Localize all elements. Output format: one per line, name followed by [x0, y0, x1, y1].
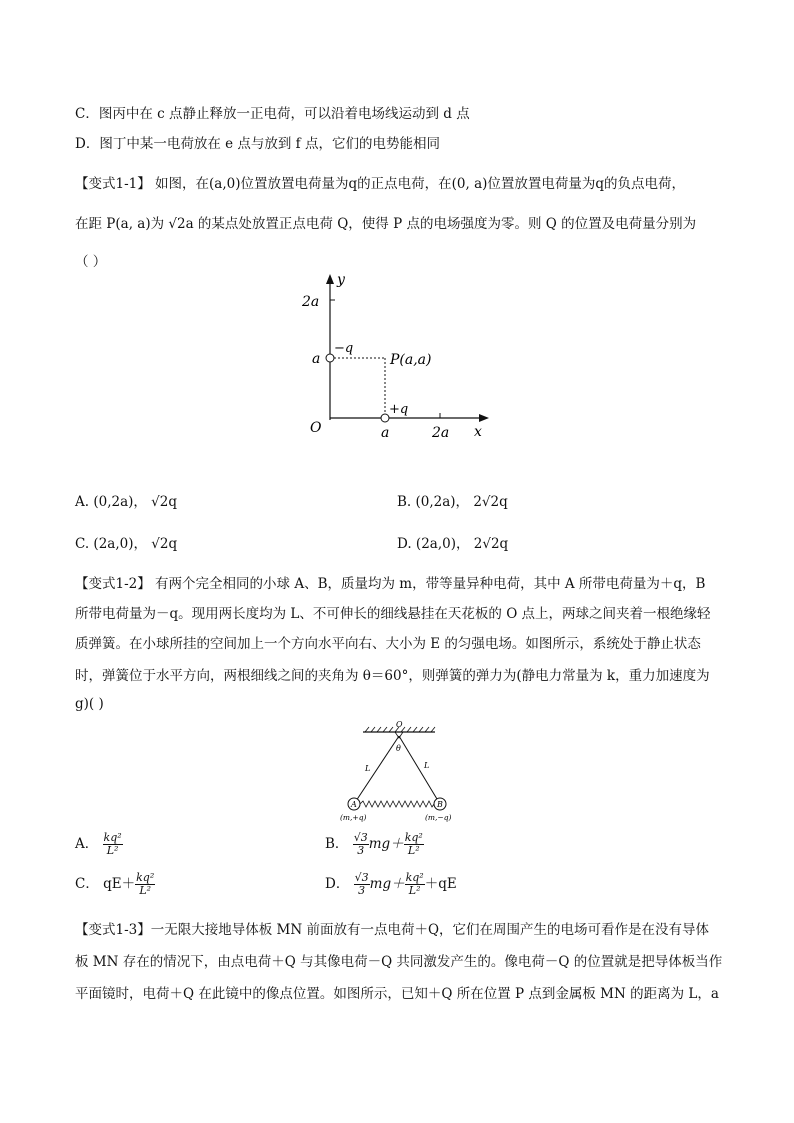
spring-zigzag	[360, 801, 434, 807]
x-axis-label: x	[474, 424, 482, 440]
option-1-2-b[interactable]	[325, 832, 424, 857]
origin-label: O	[310, 420, 322, 436]
neg-q-label: −q	[334, 341, 354, 356]
ball-b-label: (m,−q)	[425, 813, 452, 822]
pivot-o-label: O	[396, 720, 403, 729]
y-a-label: a	[312, 351, 321, 367]
string-right	[399, 736, 440, 804]
string-right-label: L	[424, 761, 430, 770]
pivot-triangle	[395, 732, 403, 738]
fraction-sqrt3-3: $\frac{√3}{3}$	[353, 831, 368, 857]
option-1-1-b[interactable]: B. (0,2a)， 2√2q	[397, 494, 508, 510]
option-1-1-a[interactable]: A. (0,2a)， √2q	[75, 494, 178, 510]
positive-charge-marker	[381, 414, 389, 422]
option-1-2-c[interactable]	[75, 872, 155, 897]
option-1-2-a[interactable]	[75, 832, 123, 857]
ball-a-letter: A	[351, 800, 357, 809]
figure-pendulum-spring	[335, 718, 465, 826]
variant-1-1-paren: （ ）	[75, 254, 107, 270]
string-left	[354, 736, 399, 804]
option-1-2-d[interactable]	[325, 872, 457, 897]
y-axis-label: y	[337, 272, 345, 288]
point-p-label: P(a,a)	[390, 352, 432, 368]
qe-plus-text: qE＋	[103, 876, 136, 892]
mg-plus-text: mg＋	[368, 836, 404, 852]
fraction-sqrt3-3: $\frac{√3}{3}$	[354, 871, 369, 897]
option-1-1-c[interactable]: C. (2a,0)， √2q	[75, 536, 178, 552]
fraction-kq2-L2: $\frac{\text{kq²}}{\text{L²}}$	[136, 871, 155, 897]
variant-1-1-line-1: 【变式1-1】 如图，在(a,0)位置放置电荷量为q的正点电荷，在(0, a)位置放置电荷量为q的负点电荷，	[75, 176, 686, 192]
variant-1-2-line-4: 时，弹簧位于水平方向，两根细线之间的夹角为 θ＝60°，则弹簧的弹力为(静电力常量为 k，重力加速度为	[75, 668, 710, 684]
option-1-2-a-label: A．	[75, 836, 99, 852]
option-d-prev: D．图丁中某一电荷放在 e 点与放到 f 点，它们的电势能相同	[75, 136, 440, 152]
variant-1-3-line-2: 板 MN 存在的情况下，由点电荷＋Q 与其像电荷－Q 共同激发产生的。像电荷－Q 的位置就是把导体板当作	[75, 954, 723, 970]
fraction-kq2-L2: $\frac{\text{kq²}}{\text{L²}}$	[103, 831, 122, 857]
ball-b-letter: B	[437, 800, 443, 809]
ball-a-label: (m,+q)	[340, 813, 367, 822]
theta-label: θ	[396, 744, 401, 753]
figure-coordinate-diagram	[290, 270, 500, 445]
string-left-label: L	[365, 764, 371, 773]
variant-1-2-line-3: 质弹簧。在小球所挂的空间加上一个方向水平向右、大小为 E 的匀强电场。如图所示，系统处于静止状态	[75, 636, 701, 652]
option-1-2-c-label: C．	[75, 876, 99, 892]
option-c-prev: C．图丙中在 c 点静止释放一正电荷，可以沿着电场线运动到 d 点	[75, 106, 470, 122]
option-1-2-d-label: D．	[325, 876, 350, 892]
negative-charge-marker	[326, 354, 334, 362]
variant-1-1-pre: 在距 P(a, a)为	[75, 216, 169, 232]
pos-q-label: +q	[389, 402, 409, 417]
x-a-label: a	[381, 425, 390, 441]
mg-plus-text: mg＋	[369, 876, 405, 892]
fraction-kq2-L2: $\frac{\text{kq²}}{\text{L²}}$	[404, 831, 423, 857]
y-2a-label: 2a	[302, 294, 320, 310]
x-axis-arrow	[479, 414, 489, 422]
variant-1-1-post: 的某点处放置正点电荷 Q，使得 P 点的电场强度为零。则 Q 的位置及电荷量分别为	[193, 216, 697, 232]
plus-qe-text: ＋qE	[424, 876, 457, 892]
y-axis-arrow	[326, 274, 334, 284]
variant-1-2-line-1: 【变式1-2】 有两个完全相同的小球 A、B，质量均为 m，带等量异种电荷，其中 A 所带电荷量为＋q，B	[75, 576, 706, 592]
variant-1-1-line-2	[75, 212, 696, 232]
option-1-2-b-label: B．	[325, 836, 349, 852]
variant-1-2-line-2: 所带电荷量为－q。现用两长度均为 L、不可伸长的细线悬挂在天花板的 O 点上，两球之间夹着一根绝缘轻	[75, 606, 711, 622]
variant-1-2-line-5: g)( )	[75, 696, 104, 712]
x-2a-label: 2a	[432, 425, 450, 441]
variant-1-3-line-1: 【变式1-3】一无限大接地导体板 MN 前面放有一点电荷＋Q，它们在周围产生的电场可看作是在没有导体	[75, 922, 710, 938]
variant-1-1-sqrt: √2a	[168, 216, 194, 232]
fraction-kq2-L2: $\frac{\text{kq²}}{\text{L²}}$	[405, 871, 424, 897]
option-1-1-d[interactable]: D. (2a,0)， 2√2q	[397, 536, 509, 552]
variant-1-3-line-3: 平面镜时，电荷＋Q 在此镜中的像点位置。如图所示，已知＋Q 所在位置 P 点到金属板 MN 的距离为 L，a	[75, 986, 719, 1002]
